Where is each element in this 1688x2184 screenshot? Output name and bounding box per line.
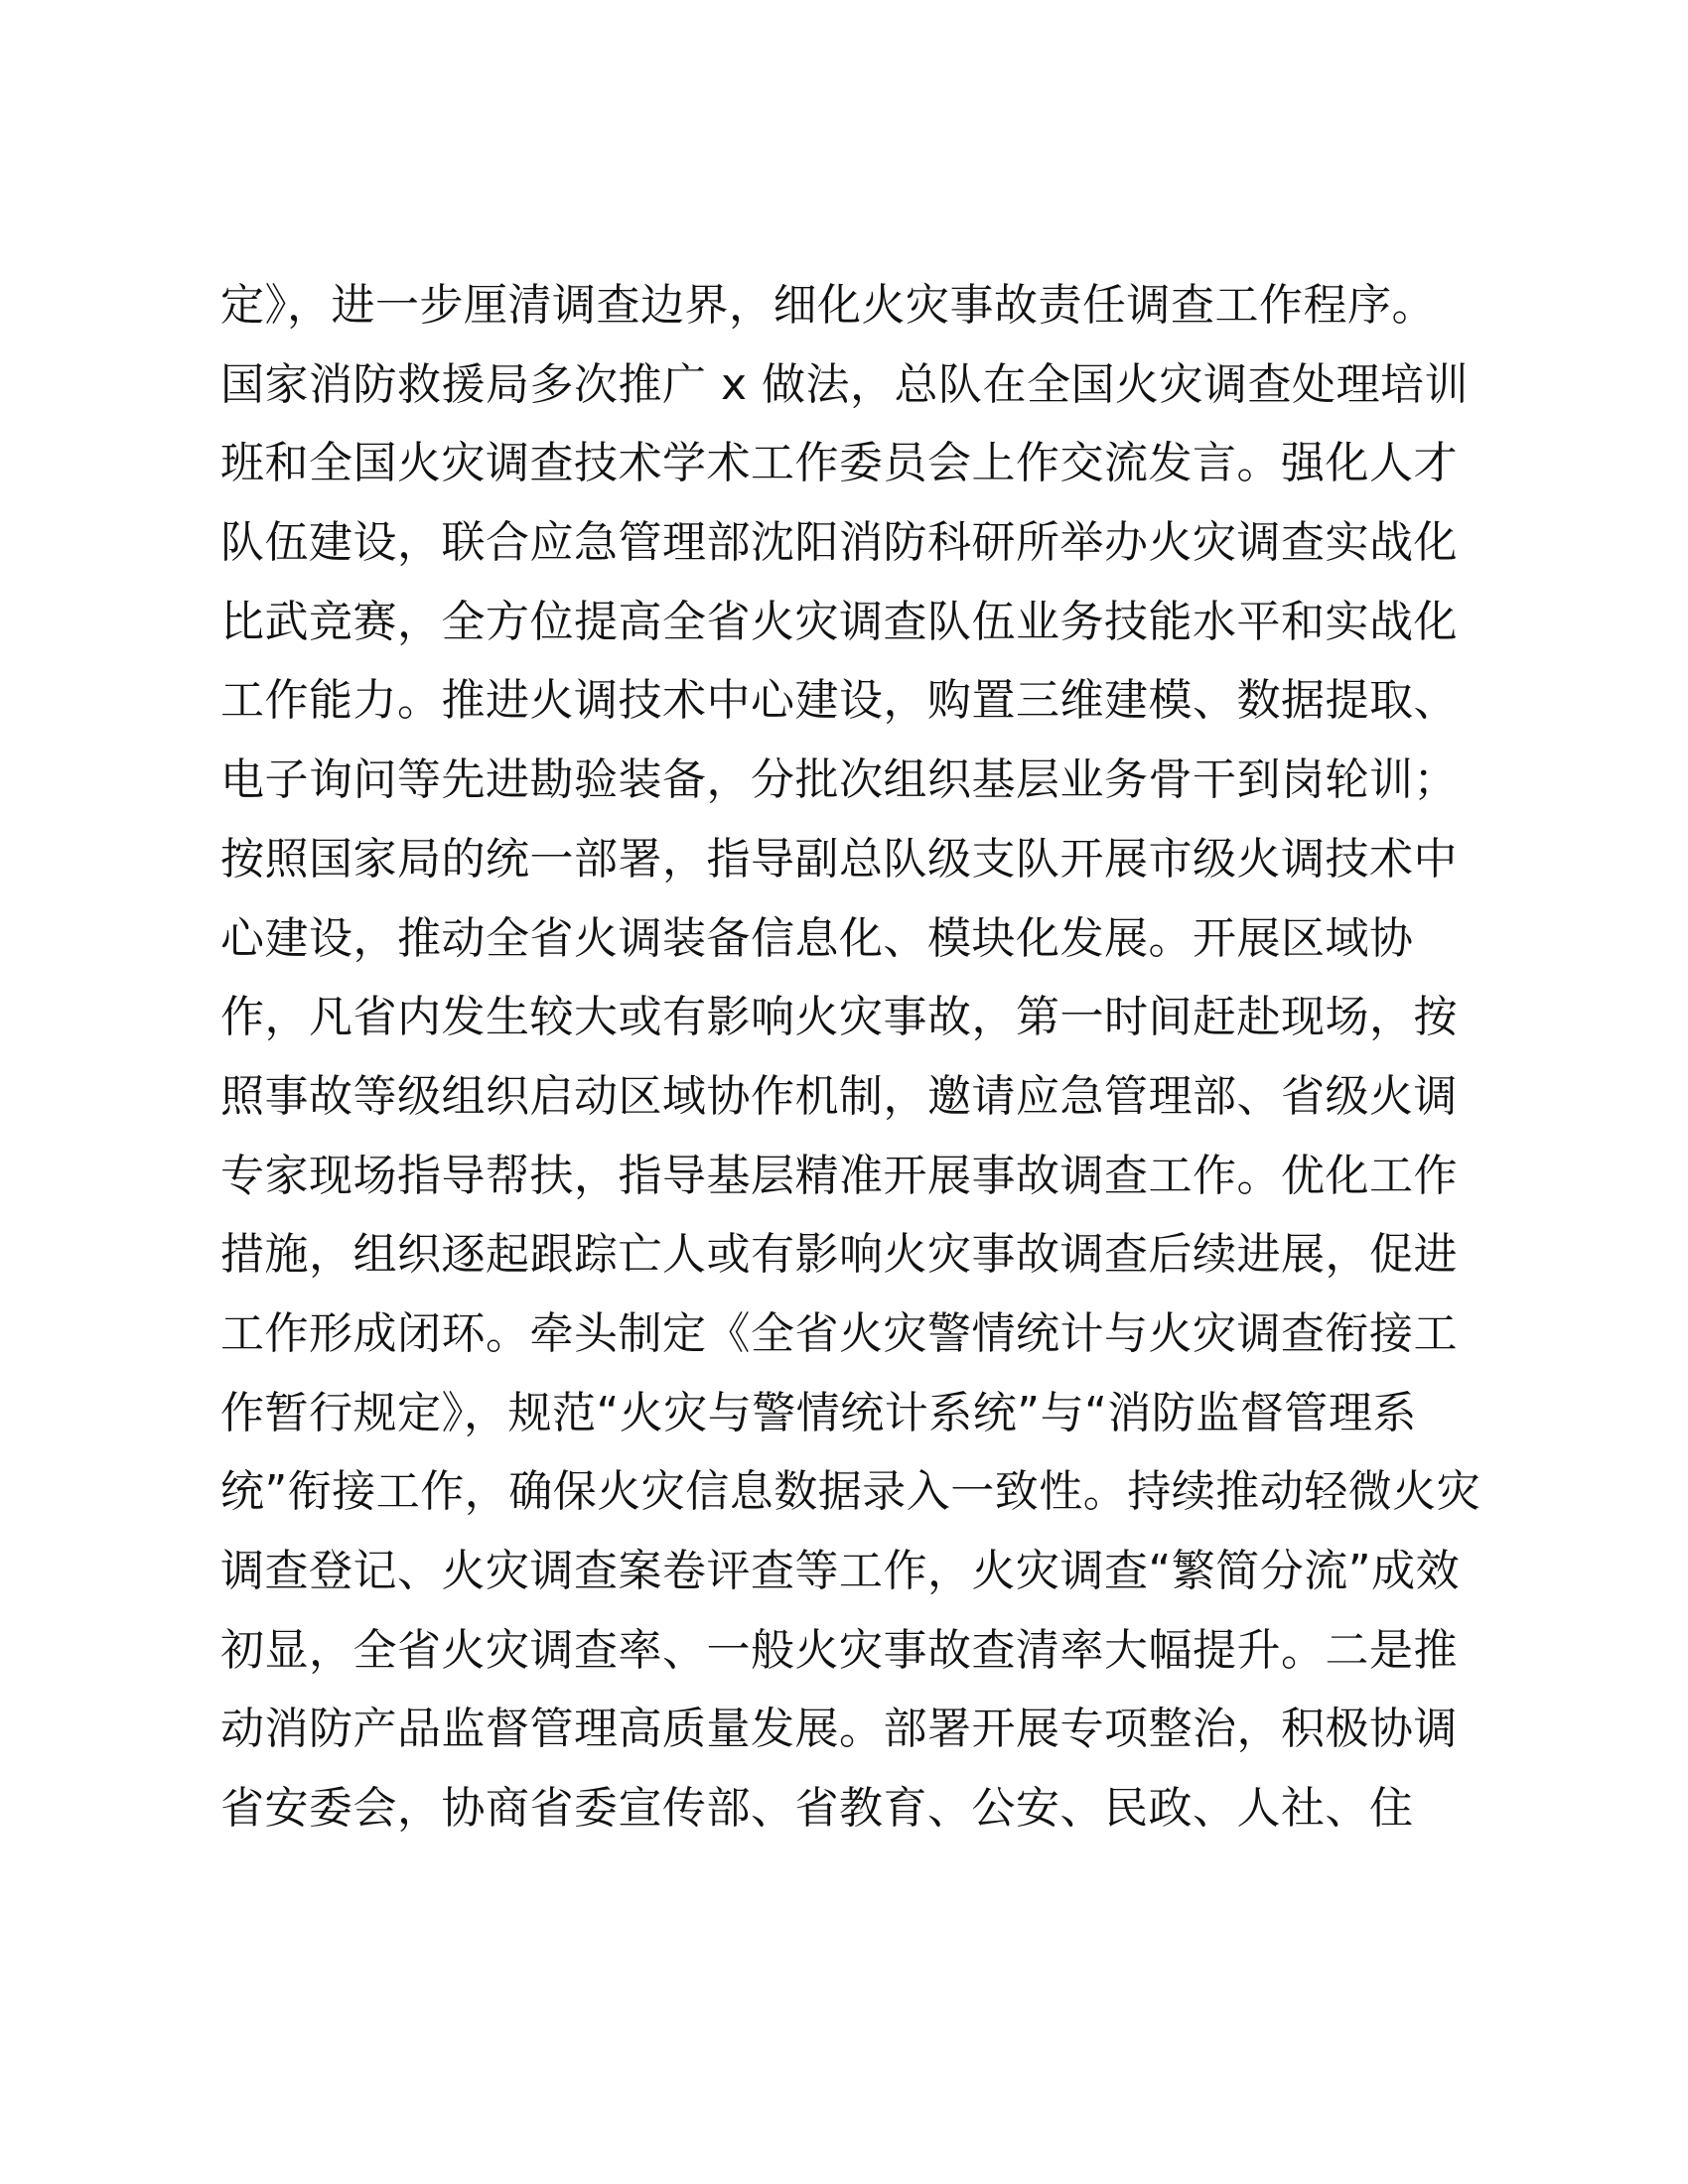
text-line: 调查登记、火灾调查案卷评查等工作，火灾调查“繁简分流”成效 [220,1546,1461,1596]
text-line: 国家消防救援局多次推广 x 做法，总队在全国火灾调查处理培训 [220,358,1470,410]
text-line: 措施，组织逐起跟踪亡人或有影响火灾事故调查后续进展，促进 [220,1229,1458,1281]
text-line: 专家现场指导帮扶，指导基层精准开展事故调查工作。优化工作 [220,1150,1458,1201]
text-line: 定》，进一步厘清调查边界，细化火灾事故责任调查工作程序。 [220,280,1436,331]
text-line: 统”衔接工作，确保火灾信息数据录入一致性。持续推动轻微火灾 [220,1466,1481,1518]
text-line: 照事故等级组织启动区域协作机制，邀请应急管理部、省级火调 [220,1070,1458,1122]
text-line: 省安委会，协商省委宣传部、省教育、公安、民政、人社、住 [220,1783,1414,1835]
text-line: 队伍建设，联合应急管理部沈阳消防科研所举办火灾调查实战化 [220,517,1458,569]
text-line: 班和全国火灾调查技术学术工作委员会上作交流发言。强化人才 [220,438,1458,489]
text-line: 动消防产品监督管理高质量发展。部署开展专项整治，积极协调 [220,1704,1458,1755]
text-line: 比武竞赛，全方位提高全省火灾调查队伍业务技能水平和实战化 [220,596,1458,647]
text-line: 工作形成闭环。牵头制定《全省火灾警情统计与火灾调查衔接工 [220,1307,1458,1359]
text-line: 按照国家局的统一部署，指导副总队级支队开展市级火调技术中 [220,833,1458,885]
text-line: 作暂行规定》，规范“火灾与警情统计系统”与“消防监督管理系 [220,1387,1417,1438]
text-line: 初显，全省火灾调查率、一般火灾事故查清率大幅提升。二是推 [220,1624,1458,1676]
text-line: 心建设，推动全省火调装备信息化、模块化发展。开展区域协 [220,912,1414,964]
body-text [220,266,1511,1848]
text-line: 电子询问等先进勘验装备，分批次组织基层业务骨干到岗轮训； [220,754,1458,806]
text-line: 作，凡省内发生较大或有影响火灾事故，第一时间赶赴现场，按 [220,992,1458,1043]
text-line: 工作能力。推进火调技术中心建设，购置三维建模、数据提取、 [220,675,1458,727]
